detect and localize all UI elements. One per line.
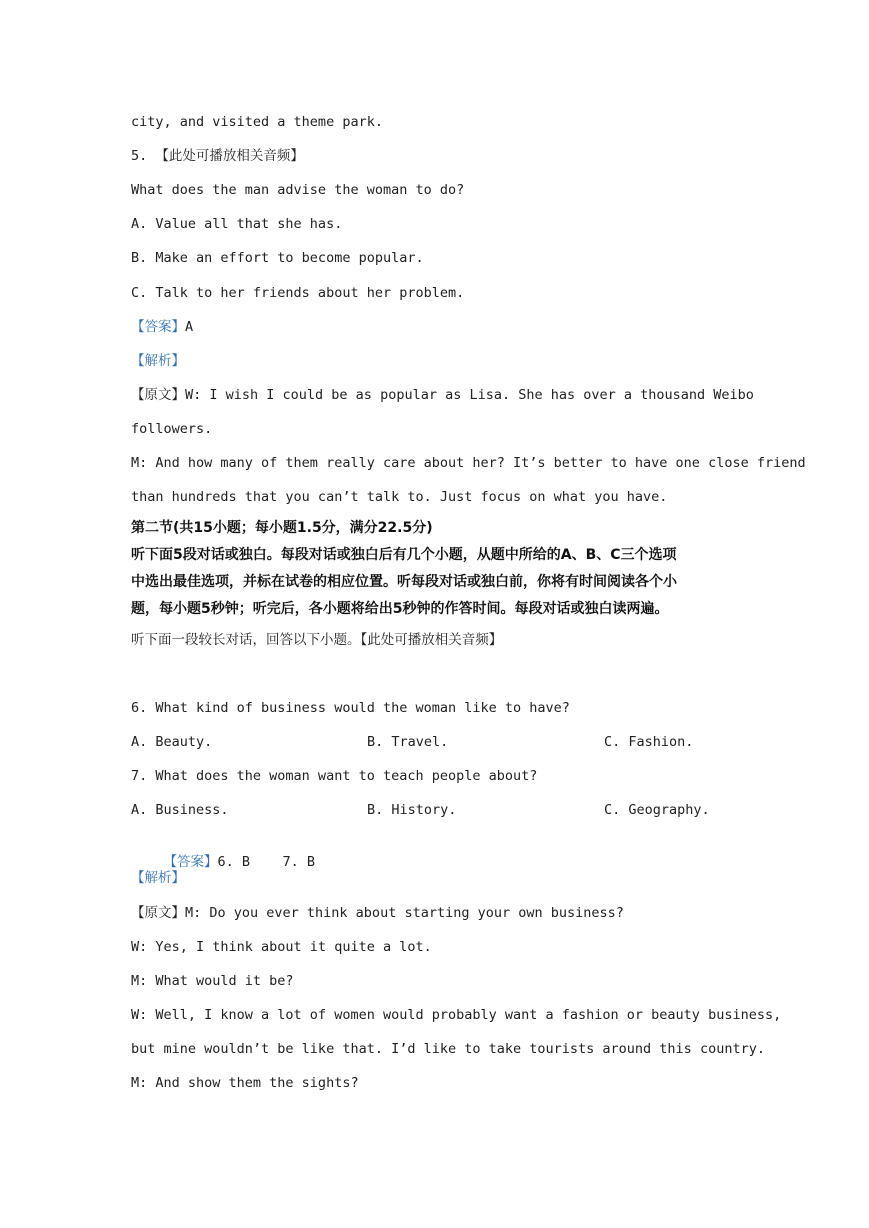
answer-tag: 【答案】 (163, 854, 218, 870)
option-a: A. Value all that she has. (131, 216, 343, 232)
answer-tag: 【答案】 (131, 319, 185, 335)
transcript-tag: 【原文】 (131, 905, 185, 921)
analysis-tag: 【解析】 (131, 870, 185, 886)
transcript-line (131, 386, 754, 404)
transcript-line: but mine wouldn’t be like that. I’d like to take tourists around this country. (131, 1041, 765, 1057)
answer-line (131, 318, 193, 336)
transcript-line: followers. (131, 421, 213, 437)
answer-value: 6. B 7. B (217, 854, 316, 870)
question-6-text: 6. What kind of business would the woman like to have? (131, 700, 570, 716)
section-heading: 第二节(共15小题；每小题1.5分，满分22.5分) (131, 520, 433, 536)
text-line: city, and visited a theme park. (131, 114, 383, 130)
instruction-line: 题，每小题5秒钟；听完后，各小题将给出5秒钟的作答时间。每段对话或独白读两遍。 (131, 601, 669, 617)
transcript-line: M: And how many of them really care about her? It’s better to have one close friend (131, 455, 806, 471)
question-5-number: 5. 【此处可播放相关音频】 (131, 148, 304, 164)
transcript-line: M: What would it be? (131, 973, 294, 989)
option-c: C. Fashion. (604, 734, 694, 750)
question-5-text: What does the man advise the woman to do? (131, 182, 465, 198)
transcript-text: M: Do you ever think about starting your own business? (185, 905, 624, 921)
question-7-text: 7. What does the woman want to teach people about? (131, 768, 538, 784)
instruction-line: 中选出最佳选项，并标在试卷的相应位置。听每段对话或独白前，你将有时间阅读各个小 (131, 574, 677, 590)
answer-value: A (185, 319, 194, 335)
instruction-line: 听下面5段对话或独白。每段对话或独白后有几个小题，从题中所给的A、B、C三个选项 (131, 547, 677, 563)
option-c: C. Talk to her friends about her problem. (131, 285, 465, 301)
transcript-line (131, 904, 624, 922)
option-b: B. History. (367, 802, 457, 818)
transcript-tag: 【原文】 (131, 387, 185, 403)
option-a: A. Business. (131, 802, 229, 818)
transcript-line: than hundreds that you can’t talk to. Just focus on what you have. (131, 489, 668, 505)
transcript-line: M: And show them the sights? (131, 1075, 359, 1091)
analysis-tag: 【解析】 (131, 353, 185, 369)
transcript-line: W: Yes, I think about it quite a lot. (131, 939, 432, 955)
transcript-text: W: I wish I could be as popular as Lisa. She has over a thousand Weibo (185, 387, 754, 403)
option-c: C. Geography. (604, 802, 710, 818)
option-b: B. Travel. (367, 734, 449, 750)
transcript-line: W: Well, I know a lot of women would probably want a fashion or beauty business, (131, 1007, 782, 1023)
instruction-line: 听下面一段较长对话，回答以下小题。【此处可播放相关音频】 (131, 632, 503, 648)
option-a: A. Beauty. (131, 734, 213, 750)
option-b: B. Make an effort to become popular. (131, 250, 424, 266)
